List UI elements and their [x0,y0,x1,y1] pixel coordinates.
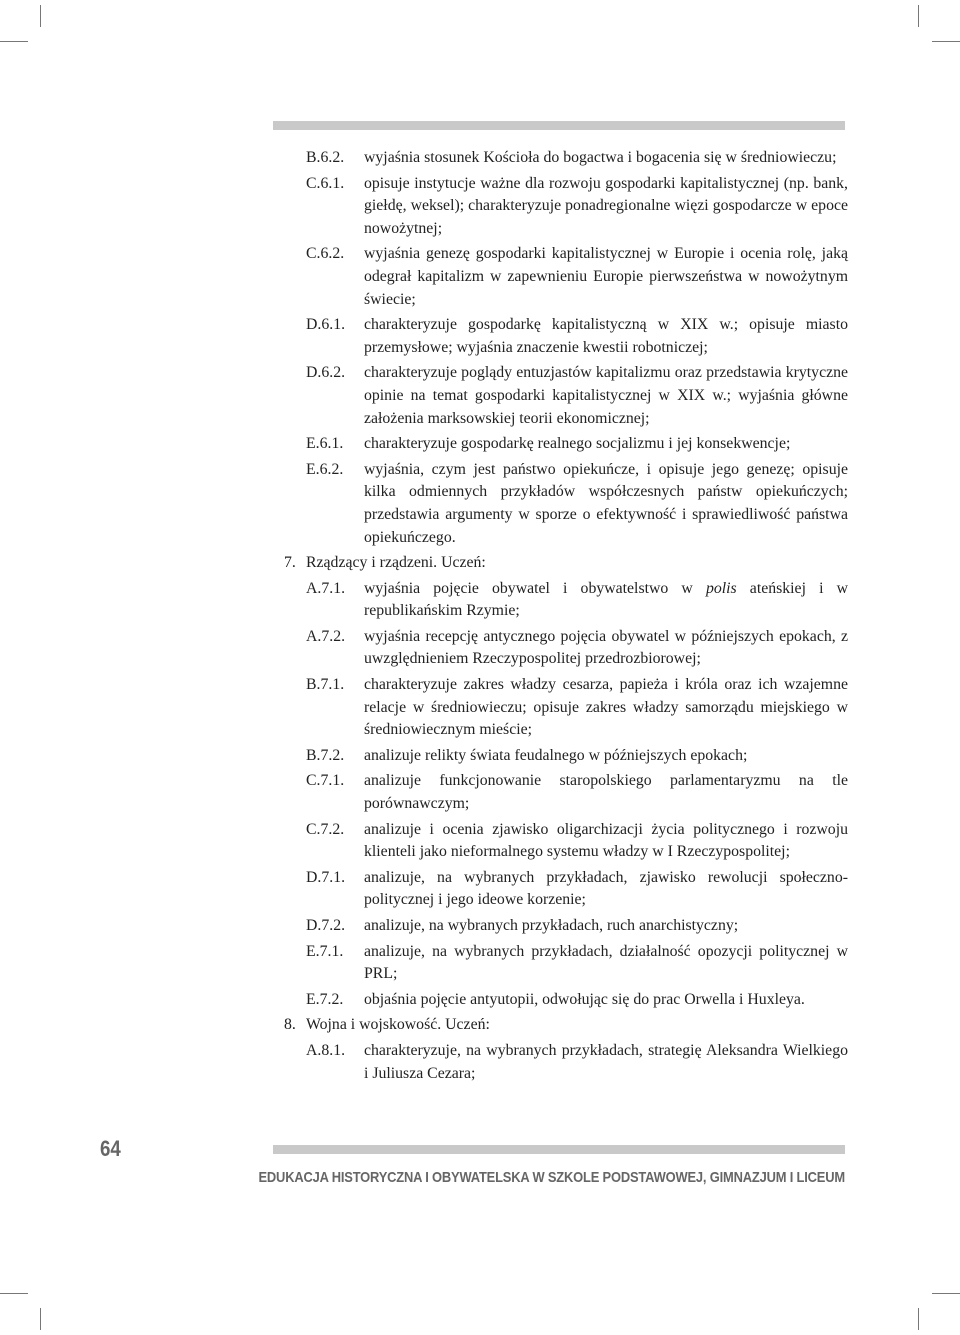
item-code: E.6.2. [306,460,344,478]
crop-mark [932,41,960,42]
item-code: A.7.2. [306,627,346,645]
item-text: opisuje instytucje ważne dla rozwoju gospodarki kapitalistycznej (np. bank, giełdę, weksel); charakteryzuje ponadregionalne więzi gospodarcze w epoce nowożytnej; [364,174,848,237]
item-text: wyjaśnia stosunek Kościoła do bogactwa i bogacenia się w średniowieczu; [364,149,837,166]
item-text: analizuje, na wybranych przykładach, zjawisko rewolucji społeczno-politycznej i jego ideowe korzenie; [364,868,848,909]
item-code: E.7.2. [306,990,344,1008]
list-item [284,243,848,311]
item-text-italic: polis [705,579,737,597]
crop-mark [40,5,41,27]
item-text-part: ateńskiej i w republikańskim Rzymie; [364,579,848,620]
item-code: A.7.1. [306,579,346,597]
item-code: D.6.1. [306,316,346,334]
list-item [284,867,848,912]
page-content [284,147,848,1088]
item-text [364,578,848,623]
list-item [284,433,848,456]
crop-mark [0,1293,28,1294]
item-text: charakteryzuje zakres władzy cesarza, papieża i króla oraz ich wzajemne relacje w średniowieczu; opisuje zakres władzy samorządu miejskiego w średniowiecznym mieście; [364,676,848,739]
list-item [284,626,848,671]
item-text: wyjaśnia, czym jest państwo opiekuńcze, i opisuje jego genezę; opisuje kilka odmiennych przykładów współczesnych państw opiekuńczych; przedstawia argumenty w sporze o efektywność i sprawiedliwość państwa opiekuńczego. [364,460,848,546]
item-code: C.7.1. [306,772,345,790]
page-number: 64 [100,1136,121,1161]
item-text: charakteryzuje gospodarkę realnego socjalizmu i jej konsekwencje; [364,435,791,453]
item-text: wyjaśnia genezę gospodarki kapitalistycznej w Europie i ocenia rolę, jaką odegrał kapitalizm w zapewnieniu Europie pierwszeństwa w nowożytnym świecie; [364,245,848,308]
list-item [284,941,848,986]
item-code: E.7.1. [306,942,344,960]
item-text-part: wyjaśnia pojęcie obywatel i obywatelstwo w [364,579,706,597]
section-title: Rządzący i rządzeni. Uczeń: [306,554,486,572]
item-text: charakteryzuje, na wybranych przykładach, strategię Aleksandra Wielkiego i Juliusza Cezara; [364,1041,848,1082]
list-item [284,459,848,549]
item-code: A.8.1. [306,1041,346,1059]
list-item [284,745,848,768]
section-title: Wojna i wojskowość. Uczeń: [306,1016,490,1034]
section-number: 8. [284,1016,296,1034]
item-text: charakteryzuje poglądy entuzjastów kapitalizmu oraz przedstawia krytyczne opinie na temat gospodarki kapitalistycznej w XIX w.; wyjaśnia główne założenia marksowskiej teorii ekonomicznej; [364,364,848,427]
crop-mark [918,1308,919,1330]
list-item [284,1040,848,1085]
list-item [284,173,848,241]
crop-mark [40,1308,41,1330]
footer-band [273,1145,845,1154]
list-item [284,674,848,742]
item-text: analizuje relikty świata feudalnego w późniejszych epokach; [364,746,748,764]
item-text: objaśnia pojęcie antyutopii, odwołując się do prac Orwella i Huxleya. [364,990,805,1008]
item-text: charakteryzuje gospodarkę kapitalistyczną w XIX w.; opisuje miasto przemysłowe; wyjaśnia znaczenie kwestii robotniczej; [364,316,848,356]
item-code: B.7.1. [306,676,345,694]
footer-title: EDUKACJA HISTORYCZNA I OBYWATELSKA W SZKOLE PODSTAWOWEJ, GIMNAZJUM I LICEUM [258,1169,845,1186]
crop-mark [0,41,28,42]
item-code: D.7.1. [306,868,346,886]
item-text: analizuje i ocenia zjawisko oligarchizacji życia politycznego i rozwoju klienteli jako nieformalnego systemu władzy w I Rzeczypospolitej; [364,820,848,861]
item-code: E.6.1. [306,435,344,453]
list-item [284,147,848,170]
list-item [284,362,848,430]
item-text: analizuje, na wybranych przykładach, działalność opozycji politycznej w PRL; [364,942,848,983]
item-code: C.6.1. [306,174,345,192]
item-text: wyjaśnia recepcję antycznego pojęcia obywatel w późniejszych epokach, z uwzględnieniem Rzeczypospolitej przedrozbiorowej; [364,627,848,668]
list-item [284,989,848,1012]
item-text: analizuje funkcjonowanie staropolskiego parlamentaryzmu na tle porównawczym; [364,772,848,813]
list-item [284,770,848,815]
item-code: C.7.2. [306,820,345,838]
header-band [273,121,845,130]
item-code: C.6.2. [306,245,345,263]
item-text: analizuje, na wybranych przykładach, ruch anarchistyczny; [364,917,739,934]
item-code: B.6.2. [306,149,345,166]
section-number: 7. [284,554,296,572]
section-heading-8 [284,1014,848,1037]
item-code: D.6.2. [306,364,346,382]
item-code: B.7.2. [306,746,345,764]
crop-mark [918,5,919,27]
list-item [284,819,848,864]
item-code: D.7.2. [306,917,346,934]
list-item [284,314,848,359]
crop-mark [932,1293,960,1294]
list-item [284,578,848,623]
section-heading-7 [284,552,848,575]
list-item [284,915,848,938]
